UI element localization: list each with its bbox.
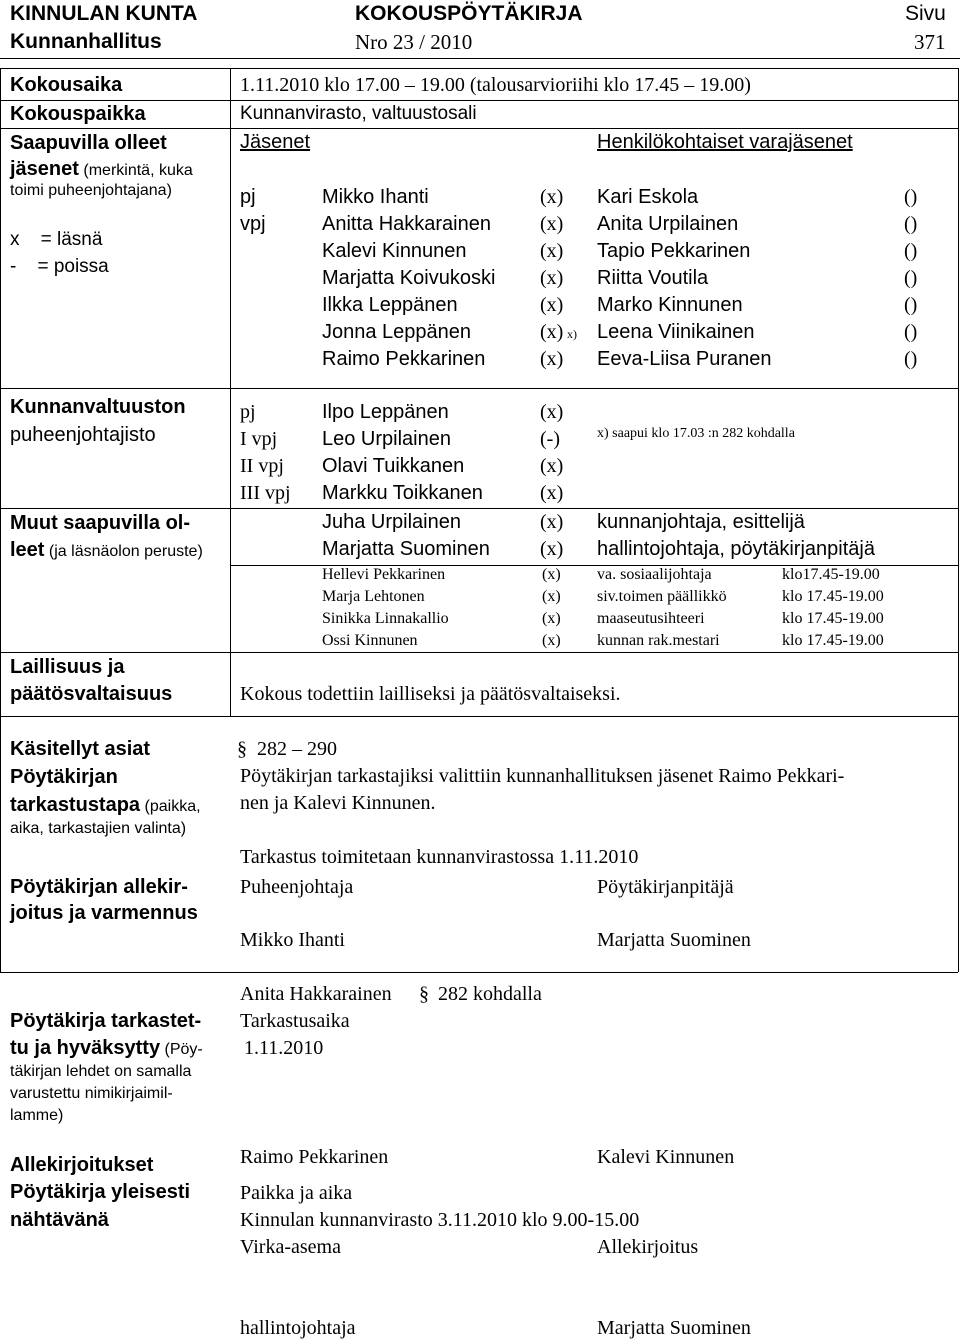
items-value: 282 – 290 [257, 738, 337, 760]
secretary-title: Pöytäkirjanpitäjä [597, 876, 734, 898]
deputy-mark: () [904, 240, 918, 262]
council-label-line2: puheenjohtajisto [10, 424, 156, 446]
page-number: 371 [914, 30, 946, 54]
member-name: Anitta Hakkarainen [322, 213, 491, 235]
header-divider [0, 58, 960, 59]
deputies-header: Henkilökohtaiset varajäsenet [597, 131, 853, 153]
member-mark: (x) [540, 186, 564, 208]
section-sign: § [419, 983, 429, 1005]
council-name: Leo Urpilainen [322, 428, 451, 450]
deputy-name: Marko Kinnunen [597, 294, 743, 316]
legend-present: x = läsnä [10, 229, 103, 250]
attendees-label-line3: toimi puheenjohtajana) [10, 182, 172, 199]
deputy-name: Kari Eskola [597, 186, 699, 208]
grid-line [0, 68, 958, 69]
grid-line [0, 716, 958, 717]
others-label-line2: leet (ja läsnäolon peruste) [10, 539, 203, 561]
council-mark: (-) [540, 428, 560, 450]
attendees-label-line2: jäsenet (merkintä, kuka [10, 158, 193, 180]
legality-value: Kokous todettiin lailliseksi ja päätösvaltaiseksi. [240, 683, 621, 705]
doc-number: Nro 23 / 2010 [355, 30, 473, 54]
org-name: KINNULAN KUNTA [10, 2, 198, 25]
council-role: III vpj [240, 482, 291, 504]
other-time: klo 17.45-19.00 [782, 588, 884, 605]
attendees-label: Saapuvilla olleet [10, 132, 167, 154]
public-label-line1: Pöytäkirja yleisesti [10, 1181, 191, 1203]
member-name: Kalevi Kinnunen [322, 240, 467, 262]
other-mark: (x) [542, 632, 561, 649]
review-label-line1: Pöytäkirjan [10, 766, 118, 788]
member-role: pj [240, 186, 256, 208]
deputy-mark: () [904, 321, 918, 343]
member-mark: (x) [540, 348, 564, 370]
approved-label-line4: varustettu nimikirjaimil- [10, 1085, 173, 1102]
secretary-name: Marjatta Suominen [597, 929, 751, 951]
grid-line [0, 508, 958, 509]
other-mark: (x) [540, 511, 564, 533]
meeting-time-label: Kokousaika [10, 74, 123, 96]
council-name: Olavi Tuikkanen [322, 455, 465, 477]
meeting-place-value: Kunnanvirasto, valtuustosali [240, 103, 477, 124]
other-mark: (x) [542, 566, 561, 583]
members-header: Jäsenet [240, 131, 311, 153]
council-role: I vpj [240, 428, 278, 450]
approved-label-line2: tu ja hyväksytty (Pöy- [10, 1037, 203, 1059]
grid-line [0, 652, 958, 653]
review-text-line2: nen ja Kalevi Kinnunen. [240, 792, 436, 814]
member-name: Ilkka Leppänen [322, 294, 458, 316]
member-name: Marjatta Koivukoski [322, 267, 496, 289]
council-name: Markku Toikkanen [322, 482, 483, 504]
public-post-label: Virka-asema [240, 1236, 341, 1258]
member-role: vpj [240, 213, 266, 235]
council-role: pj [240, 401, 256, 423]
grid-line [0, 128, 958, 129]
public-place-label: Paikka ja aika [240, 1182, 353, 1204]
council-label-line1: Kunnanvaltuuston [10, 396, 186, 418]
other-role: maaseutusihteeri [597, 610, 705, 627]
other-role: kunnanjohtaja, esittelijä [597, 511, 805, 533]
grid-line [0, 100, 958, 101]
council-mark: (x) [540, 455, 564, 477]
review-time-value: 1.11.2010 [244, 1037, 324, 1059]
deputy-name: Leena Viinikainen [597, 321, 755, 343]
other-name: Juha Urpilainen [322, 511, 461, 533]
deputy-name: Anita Urpilainen [597, 213, 739, 235]
other-name: Ossi Kinnunen [322, 632, 418, 649]
deputy-name: Riitta Voutila [597, 267, 709, 289]
member-name: Raimo Pekkarinen [322, 348, 486, 370]
review-text-line1: Pöytäkirjan tarkastajiksi valittiin kunnanhallituksen jäsenet Raimo Pekkari- [240, 765, 845, 787]
member-mark: (x) [540, 240, 564, 262]
extra-chair-note: 282 kohdalla [438, 983, 542, 1005]
other-role: siv.toimen päällikkö [597, 588, 727, 605]
other-time: klo 17.45-19.00 [782, 632, 884, 649]
legend-absent: - = poissa [10, 256, 109, 277]
deputy-name: Eeva-Liisa Puranen [597, 348, 772, 370]
grid-line [0, 972, 958, 973]
signing-label-line2: joitus ja varmennus [10, 902, 198, 924]
other-name: Marjatta Suominen [322, 538, 490, 560]
other-name: Sinikka Linnakallio [322, 610, 449, 627]
public-label-line2: nähtävänä [10, 1209, 109, 1231]
council-role: II vpj [240, 455, 284, 477]
other-role: kunnan rak.mestari [597, 632, 720, 649]
other-name: Hellevi Pekkarinen [322, 566, 446, 583]
signatures-label: Allekirjoitukset [10, 1154, 154, 1176]
approved-label-line3: täkirjan lehdet on samalla [10, 1063, 192, 1080]
review-label-line3: aika, tarkastajien valinta) [10, 820, 187, 837]
other-mark: (x) [540, 538, 564, 560]
chair-name: Mikko Ihanti [240, 929, 345, 951]
other-mark: (x) [542, 610, 561, 627]
approved-label-line1: Pöytäkirja tarkastet- [10, 1010, 202, 1032]
member-mark: (x) [540, 213, 564, 235]
legality-label-line1: Laillisuus ja [10, 656, 125, 678]
public-sign-value: Marjatta Suominen [597, 1317, 751, 1339]
member-mark-note: x) [567, 327, 577, 341]
grid-line [0, 68, 1, 972]
review-time-label: Tarkastusaika [240, 1010, 350, 1032]
items-label: Käsitellyt asiat [10, 738, 151, 760]
grid-line [0, 388, 958, 389]
member-mark: (x) [540, 294, 564, 316]
member-name: Mikko Ihanti [322, 186, 429, 208]
review-text-line3: Tarkastus toimitetaan kunnanvirastossa 1.11.2010 [240, 846, 639, 868]
body-name: Kunnanhallitus [10, 30, 162, 53]
other-time: klo17.45-19.00 [782, 566, 880, 583]
signing-label-line1: Pöytäkirjan allekir- [10, 876, 188, 898]
council-name: Ilpo Leppänen [322, 401, 449, 423]
other-role: va. sosiaalijohtaja [597, 566, 712, 583]
doc-type: KOKOUSPÖYTÄKIRJA [355, 2, 583, 25]
deputy-mark: () [904, 294, 918, 316]
member-name: Jonna Leppänen [322, 321, 472, 343]
deputy-name: Tapio Pekkarinen [597, 240, 751, 262]
signature-name-2: Kalevi Kinnunen [597, 1146, 735, 1168]
others-label-line1: Muut saapuvilla ol- [10, 512, 191, 534]
council-mark: (x) [540, 401, 564, 423]
public-post-value: hallintojohtaja [240, 1317, 356, 1339]
deputy-mark: () [904, 186, 918, 208]
meeting-place-label: Kokouspaikka [10, 103, 146, 125]
member-mark: (x) [540, 267, 564, 289]
council-note: x) saapui klo 17.03 :n 282 kohdalla [597, 426, 795, 441]
review-label-line2: tarkastustapa (paikka, [10, 794, 201, 816]
public-sign-label: Allekirjoitus [597, 1236, 699, 1258]
page-label: Sivu [905, 2, 946, 25]
council-mark: (x) [540, 482, 564, 504]
signature-name-1: Raimo Pekkarinen [240, 1146, 389, 1168]
chair-title: Puheenjohtaja [240, 876, 354, 898]
grid-line [958, 68, 959, 972]
extra-chair-name: Anita Hakkarainen [240, 983, 392, 1005]
deputy-mark: () [904, 348, 918, 370]
other-name: Marja Lehtonen [322, 588, 425, 605]
public-place-value: Kinnulan kunnanvirasto 3.11.2010 klo 9.00-15.00 [240, 1209, 640, 1231]
other-role: hallintojohtaja, pöytäkirjanpitäjä [597, 538, 875, 560]
section-sign: § [237, 738, 247, 760]
other-time: klo 17.45-19.00 [782, 610, 884, 627]
other-mark: (x) [542, 588, 561, 605]
legality-label-line2: päätösvaltaisuus [10, 683, 173, 705]
meeting-time-value: 1.11.2010 klo 17.00 – 19.00 (talousarvioriihi klo 17.45 – 19.00) [240, 74, 751, 96]
deputy-mark: () [904, 213, 918, 235]
approved-label-line5: lamme) [10, 1107, 64, 1124]
deputy-mark: () [904, 267, 918, 289]
grid-line [230, 68, 231, 716]
member-mark: (x) [540, 321, 564, 343]
